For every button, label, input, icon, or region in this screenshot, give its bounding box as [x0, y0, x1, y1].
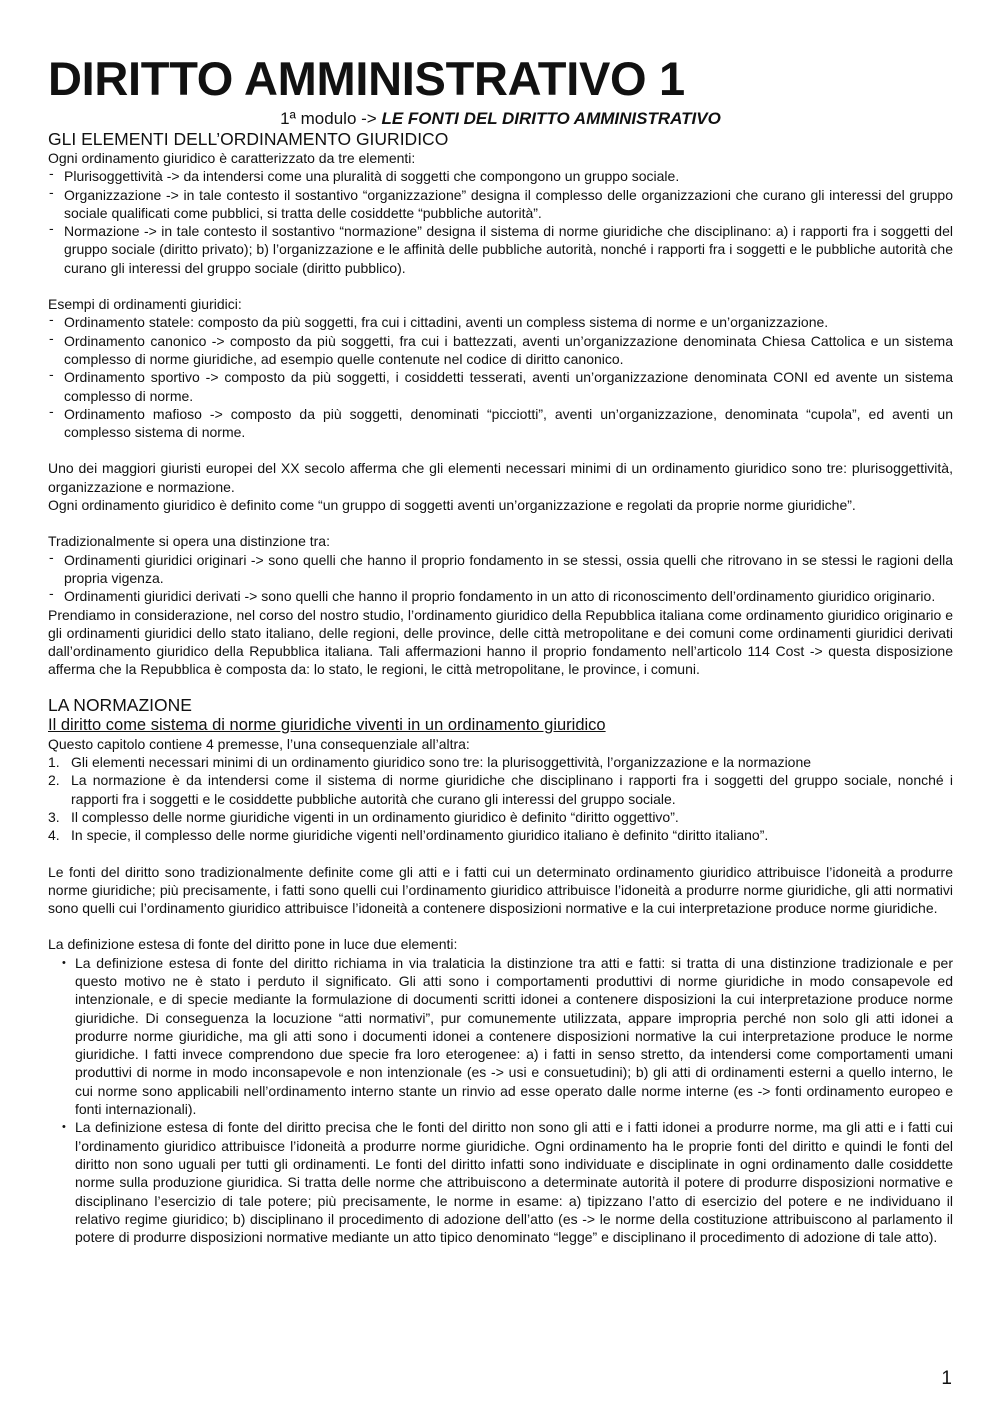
list-item: - Plurisoggettività -> da intendersi come una pluralità di soggetti che compongono un gruppo sociale. [48, 167, 953, 185]
premises-intro: Questo capitolo contiene 4 premesse, l’una consequenziale all’altra: [48, 735, 470, 752]
paragraph: Prendiamo in considerazione, nel corso del nostro studio, l’ordinamento giuridico della Repubblica italiana come ordinamento giuridico originario e gli ordinamenti giuridici dello stato italiano, delle regioni, delle province, delle città metropolitane e dei comuni come ordinamenti giuridici derivati dall’ordinamento giuridico della Repubblica italiana. Tali affermazioni hanno il proprio fondamento nell’articolo 114 Cost -> questa disposizione afferma che la Repubblica è composta da: lo stato, le regioni, le città metropolitane, le province, i comuni. [48, 606, 953, 678]
list-item [48, 753, 953, 771]
paragraph: Le fonti del diritto sono tradizionalmente definite come gli atti e i fatti cui un determinato ordinamento giuridico attribuisce l’idoneità a produrre norme giuridiche; più precisamente, i fatti sono quelli cui l’ordinamento giuridico attribuisce l’idoneità a produrre norme giuridiche, gli atti normativi sono quelli cui l’ordinamento giuridico attribuisce l’idoneità a contenere disposizioni normative e la cui interpretazione produce norme giuridiche. [48, 863, 953, 917]
distinction-intro: Tradizionalmente si opera una distinzione tra: [48, 533, 330, 550]
item-text: Gli elementi necessari minimi di un ordinamento giuridico sono tre: la plurisoggettività, l’organizzazione e la normazione [71, 754, 812, 771]
examples-intro: Esempi di ordinamenti giuridici: [48, 296, 242, 313]
module-line [48, 109, 953, 129]
section-subheading: Il diritto come sistema di norme giuridiche viventi in un ordinamento giuridico [48, 715, 606, 734]
list-item: - Ordinamenti giuridici originari -> sono quelli che hanno il proprio fondamento in se stessi, ossia quelli che ritrovano in se stessi le ragioni della propria vigenza. [48, 551, 953, 588]
list-item: - Normazione -> in tale contesto il sostantivo “normazione” designa il sistema di norme giuridiche che disciplinano: a) i rapporti fra i soggetti del gruppo sociale (diritto privato); b) l’organizzazione e le affinità delle pubbliche autorità, nonché i rapporti fra i soggetti e le pubbliche autorità che curano gli interessi del gruppo sociale (diritto pubblico). [48, 222, 953, 277]
list-item: - Organizzazione -> in tale contesto il sostantivo “organizzazione” designa il complesso delle organizzazioni che curano gli interessi del gruppo sociale qualificati come pubblici, si tratta delle cosiddette “pubbliche autorità”. [48, 186, 953, 223]
examples-list [48, 313, 953, 441]
list-item: • La definizione estesa di fonte del diritto precisa che le fonti del diritto non sono gli atti e i fatti idonei a produrre norme, ma gli atti e i fatti cui l’ordinamento giuridico attribuisce l’idoneità a produrre norme giuridiche. Ogni ordinamento ha le proprie fonti del diritto e quindi le fonti del diritto non sono uguali per tutti gli ordinamenti. Le fonti del diritto infatti sono individuate e disciplinate in ogni ordinamento dalle cosiddette norme sulla produzione giuridica. Si tratta delle norme che attribuiscono a determinate autorità il potere di produrre disposizioni normative e disciplinano l’esercizio di tale potere; più precisamente, le norme in esame: a) tipizzano l’atto di esercizio del potere e ne individuano il relativo regime giuridico; b) disciplinano il procedimento di adozione dell’atto (es -> le norme della costituzione attribuiscono al parlamento il potere di produrre disposizioni normative mediante un atto tipico denominato “legge” e disciplinano il procedimento di adozione di tale atto). [62, 1118, 953, 1246]
page-number: 1 [941, 1368, 952, 1389]
item-number: 2. [48, 772, 60, 789]
list-item: • La definizione estesa di fonte del diritto richiama in via tralaticia la distinzione tra atti e fatti: si tratta di una distinzione tradizionale e per questo motivo ne è stato i perduto il significato. Gli atti sono i comportamenti produttivi di norme giuridiche in modo consapevole ed intenzionale, e di specie mediante la formulazione di documenti scritti idonei a contenere disposizioni la cui interpretazione produce norme giuridiche. Di conseguenza la locuzione “atti normativi”, pur comunemente utilizzata, appare impropria perché non solo gli atti idonei a produrre norme giuridiche, ma gli atti sono i documenti idonei a contenere disposizioni normative la cui interpretazione produce le norme giuridiche. I fatti invece comprendono due specie fra loro eterogenee: a) i fatti in senso stretto, da intendersi come comportamenti umani produttivi di norme in modo inconsapevole e non intenzionale (es -> usi e consuetudini); b) gli atti di ordinamenti esterni a quello interno, le cui norme sono applicabili nell’ordinamento interno stante un rinvio ad esse operato dalle norme interne (es -> fonti ordinamento europeo e fonti internazionali). [62, 954, 953, 1119]
item-text: La normazione è da intendersi come il sistema di norme giuridiche che disciplinano i rapporti fra i soggetti del gruppo sociale, nonché i rapporti fra i soggetti e le cosiddette pubbliche autorità che curano gli interessi del gruppo sociale. [71, 772, 953, 807]
premises-list [48, 753, 953, 844]
list-item: - Ordinamento mafioso -> composto da più soggetti, denominati “picciotti”, aventi un’organizzazione, denominata “cupola”, ed aventi un complesso sistema di norme. [48, 405, 953, 442]
list-item [48, 771, 953, 808]
distinction-list [48, 551, 953, 606]
module-prefix: 1ª modulo -> [280, 109, 382, 128]
section-heading-normazione: LA NORMAZIONE [48, 694, 192, 715]
document-page [48, 52, 953, 1246]
definition-intro: La definizione estesa di fonte del diritto pone in luce due elementi: [48, 936, 458, 953]
item-number: 4. [48, 827, 60, 844]
section-heading-elementi: GLI ELEMENTI DELL’ORDINAMENTO GIURIDICO [48, 129, 449, 149]
document-title: DIRITTO AMMINISTRATIVO 1 [48, 52, 685, 105]
definition-list [48, 954, 953, 1247]
list-item: - Ordinamento canonico -> composto da più soggetti, fra cui i battezzati, aventi un’organizzazione denominata Chiesa Cattolica e un sistema complesso di norme giuridiche, ad esempio quelle contenute nel codice di diritto canonico. [48, 332, 953, 369]
item-number: 3. [48, 808, 60, 825]
module-name: LE FONTI DEL DIRITTO AMMINISTRATIVO [381, 109, 721, 128]
list-item [48, 808, 953, 826]
list-item [48, 826, 953, 844]
item-text: In specie, il complesso delle norme giuridiche vigenti nell’ordinamento giuridico italiano è definito “diritto italiano”. [71, 827, 769, 844]
paragraph: Uno dei maggiori giuristi europei del XX secolo afferma che gli elementi necessari minimi di un ordinamento giuridico sono tre: plurisoggettività, organizzazione e normazione. [48, 460, 953, 495]
elements-list [48, 167, 953, 277]
item-text: Il complesso delle norme giuridiche vigenti in un ordinamento giuridico è definito “diritto oggettivo”. [71, 808, 679, 825]
list-item: - Ordinamento statele: composto da più soggetti, fra cui i cittadini, aventi un compless sistema di norme e un’organizzazione. [48, 313, 953, 331]
paragraph: Ogni ordinamento giuridico è definito come “un gruppo di soggetti aventi un’organizzazione e regolati da proprie norme giuridiche”. [48, 497, 856, 514]
list-item: - Ordinamenti giuridici derivati -> sono quelli che hanno il proprio fondamento in un atto di riconoscimento dell’ordinamento giuridico originario. [48, 587, 953, 605]
elements-intro: Ogni ordinamento giuridico è caratterizzato da tre elementi: [48, 150, 416, 166]
list-item: - Ordinamento sportivo -> composto da più soggetti, i cosiddetti tesserati, aventi un’organizzazione denominata CONI ed avente un sistema complesso di norme. [48, 368, 953, 405]
item-number: 1. [48, 754, 60, 771]
